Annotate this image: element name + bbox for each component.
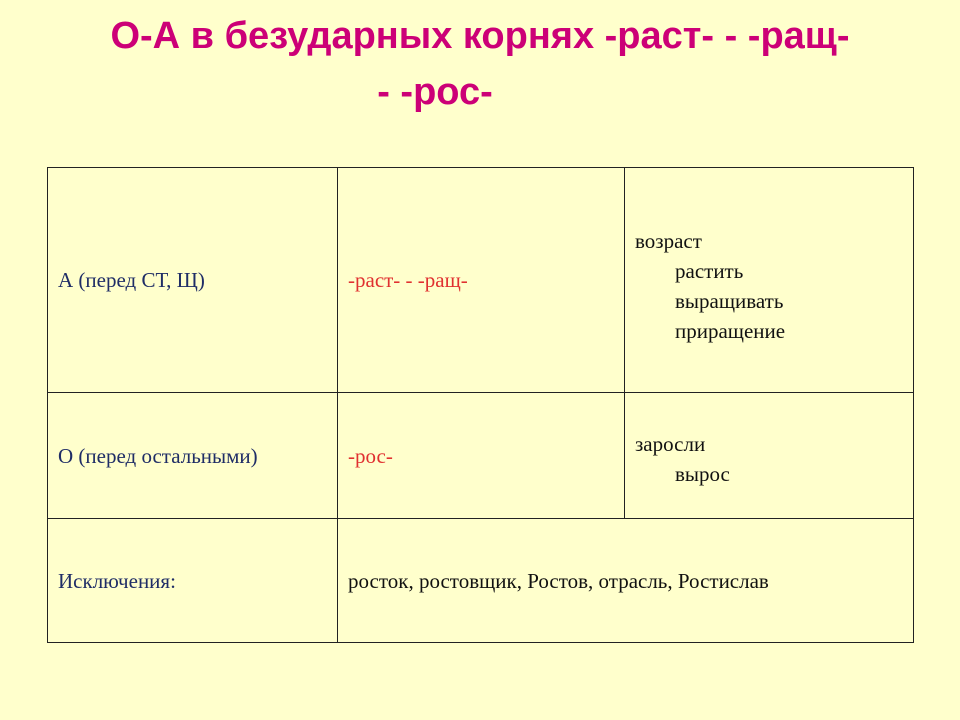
slide-title: [30, 8, 930, 120]
example-item: растить: [675, 259, 744, 283]
rules-table: [47, 167, 914, 643]
table-row-o: [48, 393, 914, 519]
root-cell: -рос-: [338, 393, 625, 519]
exceptions-list: росток, ростовщик, Ростов, отрасль, Ростислав: [338, 519, 914, 643]
table-row-exceptions: [48, 519, 914, 643]
rule-cell: А (перед СТ, Щ): [48, 168, 338, 393]
examples-cell: [625, 393, 914, 519]
title-line-2: - -рос-: [377, 71, 493, 113]
rule-cell: О (перед остальными): [48, 393, 338, 519]
example-item: возраст: [635, 229, 702, 253]
example-item: выращивать: [675, 289, 784, 313]
title-line-1: О-А в безударных корнях -раст- - -ращ-: [110, 15, 850, 57]
root-cell: -раст- - -ращ-: [338, 168, 625, 393]
table-row-a: [48, 168, 914, 393]
example-item: приращение: [675, 319, 786, 343]
example-item: заросли: [635, 432, 706, 456]
examples-cell: [625, 168, 914, 393]
exceptions-label: Исключения:: [48, 519, 338, 643]
example-item: вырос: [675, 462, 730, 486]
